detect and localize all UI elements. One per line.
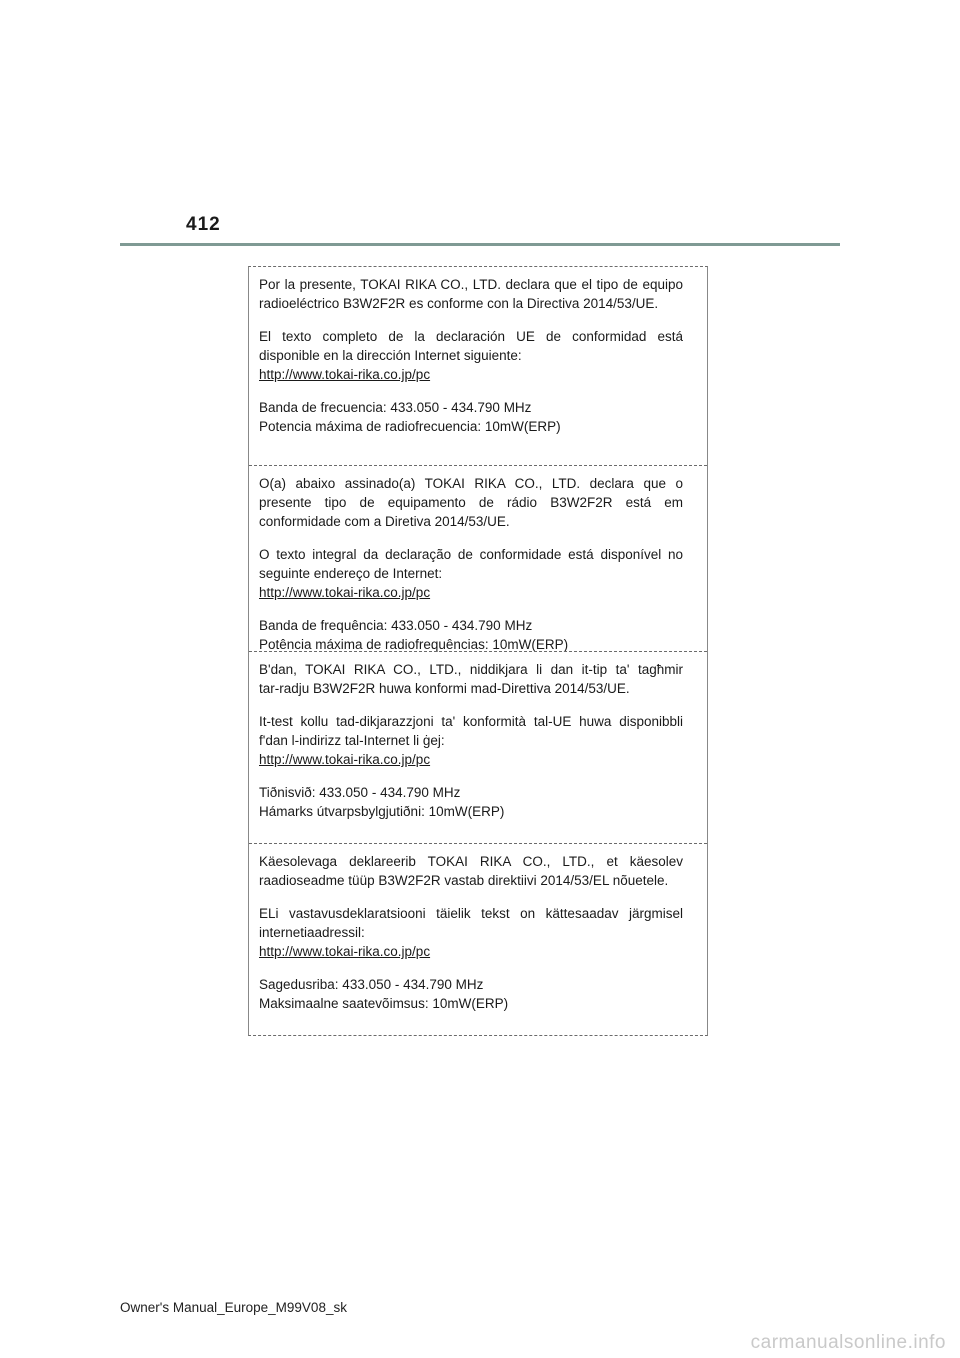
declaration-maltese bbox=[249, 651, 707, 843]
declaration-spanish bbox=[249, 267, 707, 465]
full-text-notice bbox=[259, 327, 683, 384]
radio-specs bbox=[259, 398, 683, 436]
radio-specs bbox=[259, 783, 683, 821]
statement-line: conformidade com a Diretiva 2014/53/UE. bbox=[259, 514, 510, 529]
page-number: 412 bbox=[186, 214, 221, 235]
max-power: Maksimaalne saatevõimsus: 10mW(ERP) bbox=[259, 996, 509, 1011]
statement-line: Käesolevaga deklareerib TOKAI RIKA CO., LTD., et käesolev bbox=[259, 854, 683, 869]
statement-line: O(a) abaixo assinado(a) TOKAI RIKA CO., LTD. declara que o bbox=[259, 476, 683, 491]
max-power: Potencia máxima de radiofrecuencia: 10mW(ERP) bbox=[259, 419, 561, 434]
statement-line: B'dan, TOKAI RIKA CO., LTD., niddikjara li dan it-tip ta' tagħmir bbox=[259, 662, 683, 677]
manual-footer-label: Owner's Manual_Europe_M99V08_sk bbox=[120, 1300, 347, 1315]
max-power: Potência máxima de radiofrequências: 10mW(ERP) bbox=[259, 637, 569, 652]
declaration-scan-box bbox=[248, 266, 708, 1036]
notice-line: ELi vastavusdeklaratsiooni täielik tekst on kättesaadav järgmisel bbox=[259, 906, 683, 921]
statement-line: tar-radju B3W2F2R huwa konformi mad-Direttiva 2014/53/UE. bbox=[259, 681, 630, 696]
frequency-band: Banda de frecuencia: 433.050 - 434.790 MHz bbox=[259, 400, 532, 415]
statement-line: presente tipo de equipamento de rádio B3W2F2R está em bbox=[259, 495, 683, 510]
declaration-url-link[interactable]: http://www.tokai-rika.co.jp/pc bbox=[259, 585, 431, 600]
conformity-statement bbox=[259, 474, 683, 531]
statement-line: radioeléctrico B3W2F2R es conforme con la Directiva 2014/53/UE. bbox=[259, 296, 659, 311]
notice-line: It-test kollu tad-dikjarazzjoni ta' konformità tal-UE huwa disponibbli bbox=[259, 714, 683, 729]
header-rule bbox=[120, 243, 840, 246]
conformity-statement bbox=[259, 275, 683, 313]
frequency-band: Sagedusriba: 433.050 - 434.790 MHz bbox=[259, 977, 484, 992]
radio-specs bbox=[259, 616, 683, 654]
notice-line: internetiaadressil: bbox=[259, 925, 365, 940]
statement-line: raadioseadme tüüp B3W2F2R vastab direktiivi 2014/53/EL nõuetele. bbox=[259, 873, 669, 888]
notice-line: f'dan l-indirizz tal-Internet li ġej: bbox=[259, 733, 445, 748]
declaration-url-link[interactable]: http://www.tokai-rika.co.jp/pc bbox=[259, 944, 431, 959]
notice-line: disponible en la dirección Internet siguiente: bbox=[259, 348, 522, 363]
notice-line: seguinte endereço de Internet: bbox=[259, 566, 443, 581]
full-text-notice bbox=[259, 545, 683, 602]
notice-line: O texto integral da declaração de conformidade está disponível no bbox=[259, 547, 683, 562]
max-power: Hámarks útvarpsbylgjutiðni: 10mW(ERP) bbox=[259, 804, 505, 819]
full-text-notice bbox=[259, 904, 683, 961]
full-text-notice bbox=[259, 712, 683, 769]
radio-specs bbox=[259, 975, 683, 1013]
frequency-band: Banda de frequência: 433.050 - 434.790 MHz bbox=[259, 618, 533, 633]
declaration-url-link[interactable]: http://www.tokai-rika.co.jp/pc bbox=[259, 752, 431, 767]
site-watermark: carmanualsonline.info bbox=[750, 1332, 946, 1353]
declaration-url-link[interactable]: http://www.tokai-rika.co.jp/pc bbox=[259, 367, 431, 382]
conformity-statement bbox=[259, 852, 683, 890]
declaration-estonian bbox=[249, 843, 707, 1036]
conformity-statement bbox=[259, 660, 683, 698]
notice-line: El texto completo de la declaración UE de conformidad está bbox=[259, 329, 683, 344]
frequency-band: Tiðnisvið: 433.050 - 434.790 MHz bbox=[259, 785, 461, 800]
statement-line: Por la presente, TOKAI RIKA CO., LTD. declara que el tipo de equipo bbox=[259, 277, 683, 292]
declaration-portuguese bbox=[249, 465, 707, 651]
